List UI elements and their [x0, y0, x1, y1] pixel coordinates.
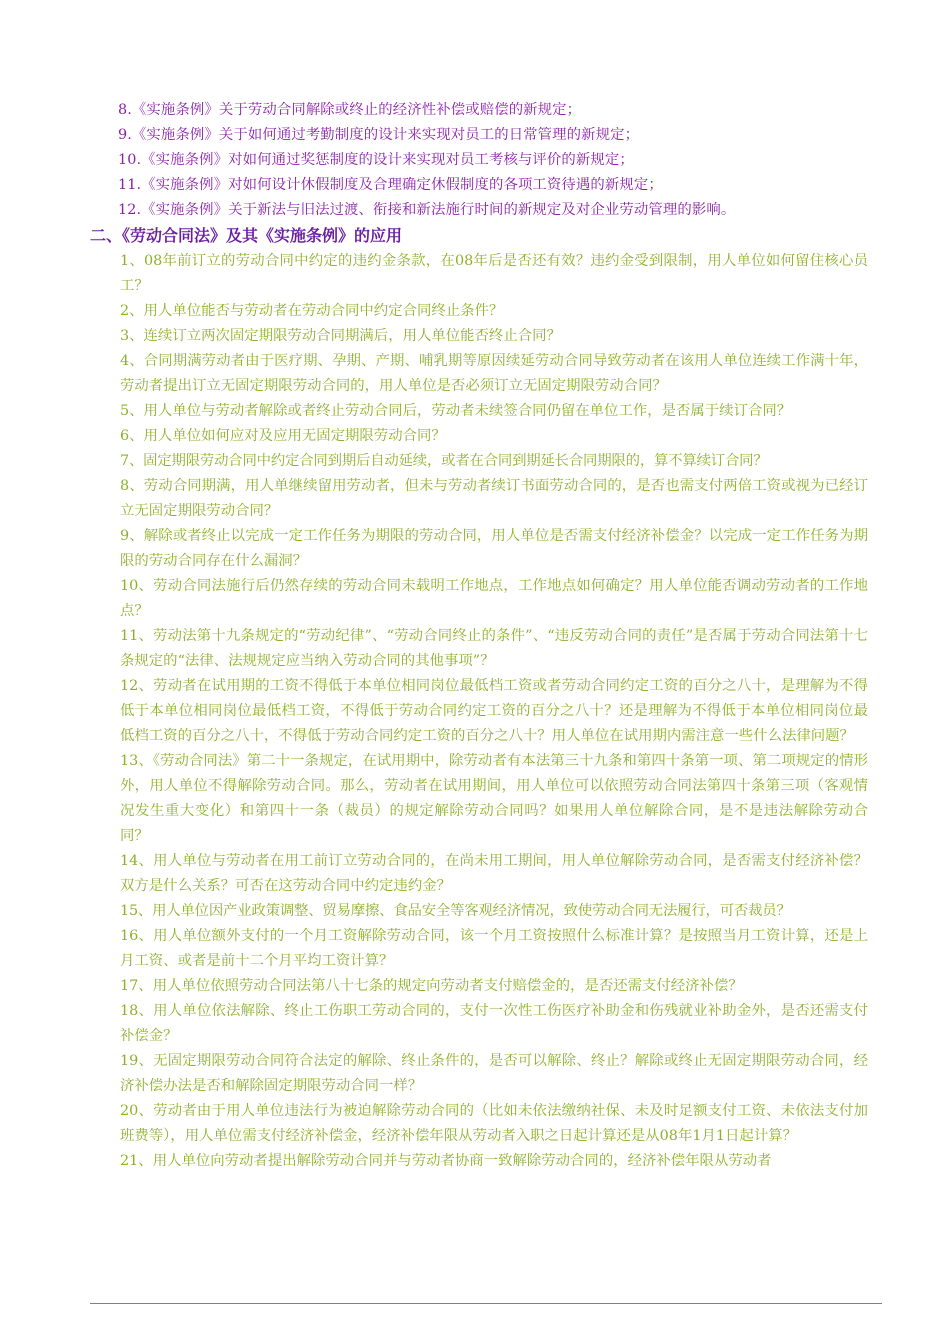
question-item: 16、用人单位额外支付的一个月工资解除劳动合同，该一个月工资按照什么标准计算？是按照当月工资计算，还是上月工资、或者是前十二个月平均工资计算？ — [120, 928, 868, 969]
question-item: 13、《劳动合同法》第二十一条规定，在试用期中，除劳动者有本法第三十九条和第四十条第一项、第二项规定的情形外，用人单位不得解除劳动合同。那么，劳动者在试用期间，用人单位可以依照劳动合同法第四十条第三项（客观情况发生重大变化）和第四十一条（裁员）的规定解除劳动合同吗？如果用人单位解除合同，是不是违法解除劳动合同？ — [120, 753, 868, 844]
question-item: 18、用人单位依法解除、终止工伤职工劳动合同的，支付一次性工伤医疗补助金和伤残就业补助金外，是否还需支付补偿金？ — [120, 1003, 868, 1044]
question-item: 14、用人单位与劳动者在用工前订立劳动合同的，在尚未用工期间，用人单位解除劳动合同，是否需支付经济补偿？双方是什么关系？可否在这劳动合同中约定违约金？ — [120, 853, 868, 894]
question-item: 4、合同期满劳动者由于医疗期、孕期、产期、哺乳期等原因续延劳动合同导致劳动者在该用人单位连续工作满十年，劳动者提出订立无固定期限劳动合同的，用人单位是否必须订立无固定期限劳动合同？ — [120, 353, 868, 394]
question-item: 12、劳动者在试用期的工资不得低于本单位相同岗位最低档工资或者劳动合同约定工资的百分之八十，是理解为不得低于本单位相同岗位最低档工资，不得低于劳动合同约定工资的百分之八十？还是理解为不得低于本单位相同岗位最低档工资的百分之八十，不得低于劳动合同约定工资的百分之八十？用人单位在试用期内需注意一些什么法律问题？ — [120, 678, 868, 744]
implementation-regulation-list — [0, 98, 950, 223]
question-item: 20、劳动者由于用人单位违法行为被迫解除劳动合同的（比如未依法缴纳社保、未及时足额支付工资、未依法支付加班费等），用人单位需支付经济补偿金，经济补偿年限从劳动者入职之日起计算还是从08年1月1日起计算？ — [120, 1103, 868, 1144]
question-list — [0, 249, 950, 1174]
list-item: 8.《实施条例》关于劳动合同解除或终止的经济性补偿或赔偿的新规定； — [118, 102, 582, 118]
question-item: 17、用人单位依照劳动合同法第八十七条的规定向劳动者支付赔偿金的，是否还需支付经济补偿？ — [120, 978, 743, 994]
list-item: 11.《实施条例》对如何设计休假制度及合理确定休假制度的各项工资待遇的新规定； — [118, 177, 663, 193]
question-item: 5、用人单位与劳动者解除或者终止劳动合同后，劳动者未续签合同仍留在单位工作，是否属于续订合同？ — [120, 403, 792, 419]
question-item: 8、劳动合同期满，用人单继续留用劳动者，但未与劳动者续订书面劳动合同的，是否也需支付两倍工资或视为已经订立无固定期限劳动合同？ — [120, 478, 868, 519]
question-item: 3、连续订立两次固定期限劳动合同期满后，用人单位能否终止合同？ — [120, 328, 561, 344]
question-item: 9、解除或者终止以完成一定工作任务为期限的劳动合同，用人单位是否需支付经济补偿金？以完成一定工作任务为期限的劳动合同存在什么漏洞？ — [120, 528, 868, 569]
question-item: 6、用人单位如何应对及应用无固定期限劳动合同？ — [120, 428, 446, 444]
question-item: 21、用人单位向劳动者提出解除劳动合同并与劳动者协商一致解除劳动合同的，经济补偿年限从劳动者 — [120, 1153, 772, 1169]
question-item: 1、08年前订立的劳动合同中约定的违约金条款，在08年后是否还有效？违约金受到限制，用人单位如何留住核心员工？ — [120, 253, 868, 294]
question-item: 11、劳动法第十九条规定的“劳动纪律”、“劳动合同终止的条件”、“违反劳动合同的责任”是否属于劳动合同法第十七条规定的“法律、法规规定应当纳入劳动合同的其他事项”？ — [120, 628, 868, 669]
question-item: 7、固定期限劳动合同中约定合同到期后自动延续，或者在合同到期延长合同期限的，算不算续订合同？ — [120, 453, 768, 469]
list-item: 9.《实施条例》关于如何通过考勤制度的设计来实现对员工的日常管理的新规定； — [118, 127, 640, 143]
question-item: 19、无固定期限劳动合同符合法定的解除、终止条件的，是否可以解除、终止？解除或终止无固定期限劳动合同，经济补偿办法是否和解除固定期限劳动合同一样？ — [120, 1053, 868, 1094]
section-heading: 二、《劳动合同法》及其《实施条例》的应用 — [90, 226, 403, 245]
list-item: 12.《实施条例》关于新法与旧法过渡、衔接和新法施行时间的新规定及对企业劳动管理的影响。 — [118, 202, 736, 218]
list-item: 10.《实施条例》对如何通过奖惩制度的设计来实现对员工考核与评价的新规定； — [118, 152, 634, 168]
question-item: 2、用人单位能否与劳动者在劳动合同中约定合同终止条件？ — [120, 303, 504, 319]
footer-divider — [90, 1303, 882, 1304]
question-item: 10、劳动合同法施行后仍然存续的劳动合同未载明工作地点，工作地点如何确定？用人单位能否调动劳动者的工作地点？ — [120, 578, 868, 619]
question-item: 15、用人单位因产业政策调整、贸易摩擦、食品安全等客观经济情况，致使劳动合同无法履行，可否裁员？ — [120, 903, 791, 919]
page-content — [0, 98, 950, 1174]
